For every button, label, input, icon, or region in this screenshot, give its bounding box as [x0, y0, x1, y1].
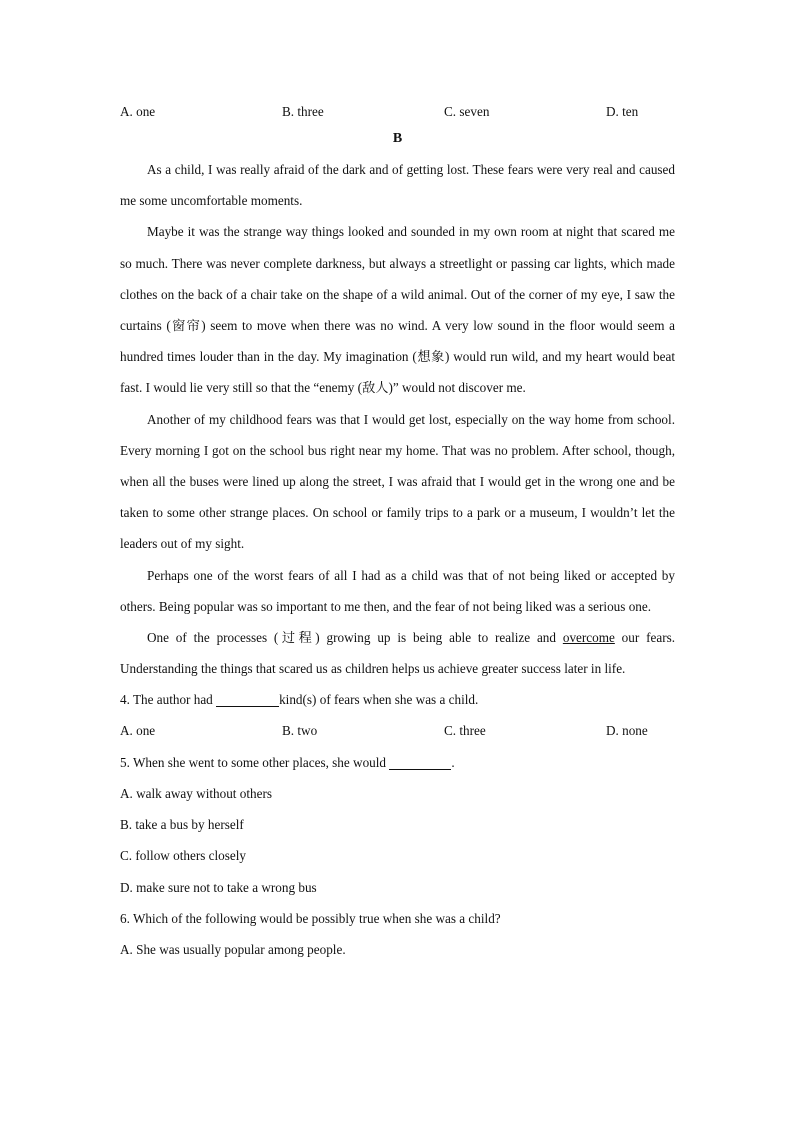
section-title: B: [392, 131, 403, 146]
question-5-stem: [120, 747, 675, 778]
q6-option-a: A. She was usually popular among people.: [120, 941, 346, 957]
q5-option-d: D. make sure not to take a wrong bus: [120, 879, 317, 895]
q4-option-c: C. three: [444, 723, 486, 739]
answer-blank: [216, 692, 279, 707]
question-5-stem-end: .: [451, 754, 455, 770]
question-4-options: [120, 716, 675, 747]
q5-option-b: B. take a bus by herself: [120, 817, 244, 833]
question-4-stem: [120, 684, 675, 715]
q4-option-a: A. one: [120, 723, 156, 739]
answer-blank: [389, 755, 451, 770]
prev-question-options: [120, 100, 675, 124]
passage-paragraph-4: Perhaps one of the worst fears of all I had as a child was that of not being liked or accepted by others. Being popular was so important to me then, and the fear of not being liked was a serious one.: [120, 567, 675, 614]
option-d: D. ten: [606, 104, 639, 119]
q4-option-d: D. none: [606, 723, 648, 739]
option-c: C. seven: [444, 104, 490, 119]
question-4-stem-start: 4. The author had: [120, 692, 217, 708]
question-4-stem-end: kind(s) of fears when she was a child.: [279, 692, 479, 708]
question-6-stem: 6. Which of the following would be possibly true when she was a child?: [120, 910, 501, 926]
paragraph-5-text-end: our fears. Understanding the things that scared us as children helps us achieve greater success later in life.: [120, 630, 676, 677]
q5-option-a: A. walk away without others: [120, 786, 272, 802]
passage-paragraph-5: [120, 622, 675, 684]
passage-paragraph-1: As a child, I was really afraid of the dark and of getting lost. These fears were very real and caused me some uncomfortable moments.: [120, 162, 675, 209]
underlined-word: overcome: [562, 630, 615, 646]
q5-option-c: C. follow others closely: [120, 848, 246, 864]
paragraph-5-text-start: One of the processes (过程) growing up is being able to realize and: [147, 630, 563, 646]
passage-paragraph-2: Maybe it was the strange way things looked and sounded in my own room at night that scared me so much. There was never complete darkness, but always a streetlight or passing car lights, which made clothes on the back of a chair take on the shape of a wild animal. Out of the corner of my eye, I saw the curtains (窗帘) seem to move when there was no wind. A very low sound in the floor would seem a hundred times louder than in the day. My imagination (想象) would run wild, and my heart would beat fast. I would lie very still so that the “enemy (敌人)” would not discover me.: [120, 224, 675, 396]
question-5-stem-start: 5. When she went to some other places, she would: [120, 754, 390, 770]
option-b: B. three: [282, 104, 324, 119]
option-a: A. one: [120, 104, 156, 119]
passage-paragraph-3: Another of my childhood fears was that I would get lost, especially on the way home from school. Every morning I got on the school bus right near my home. That was no problem. After school, though, when all the buses were lined up along the street, I was afraid that I would get in the wrong one and be taken to some other strange places. On school or family trips to a park or a museum, I wouldn’t let the leaders out of my sight.: [120, 411, 675, 552]
q4-option-b: B. two: [282, 723, 318, 739]
page-content: [120, 100, 675, 965]
